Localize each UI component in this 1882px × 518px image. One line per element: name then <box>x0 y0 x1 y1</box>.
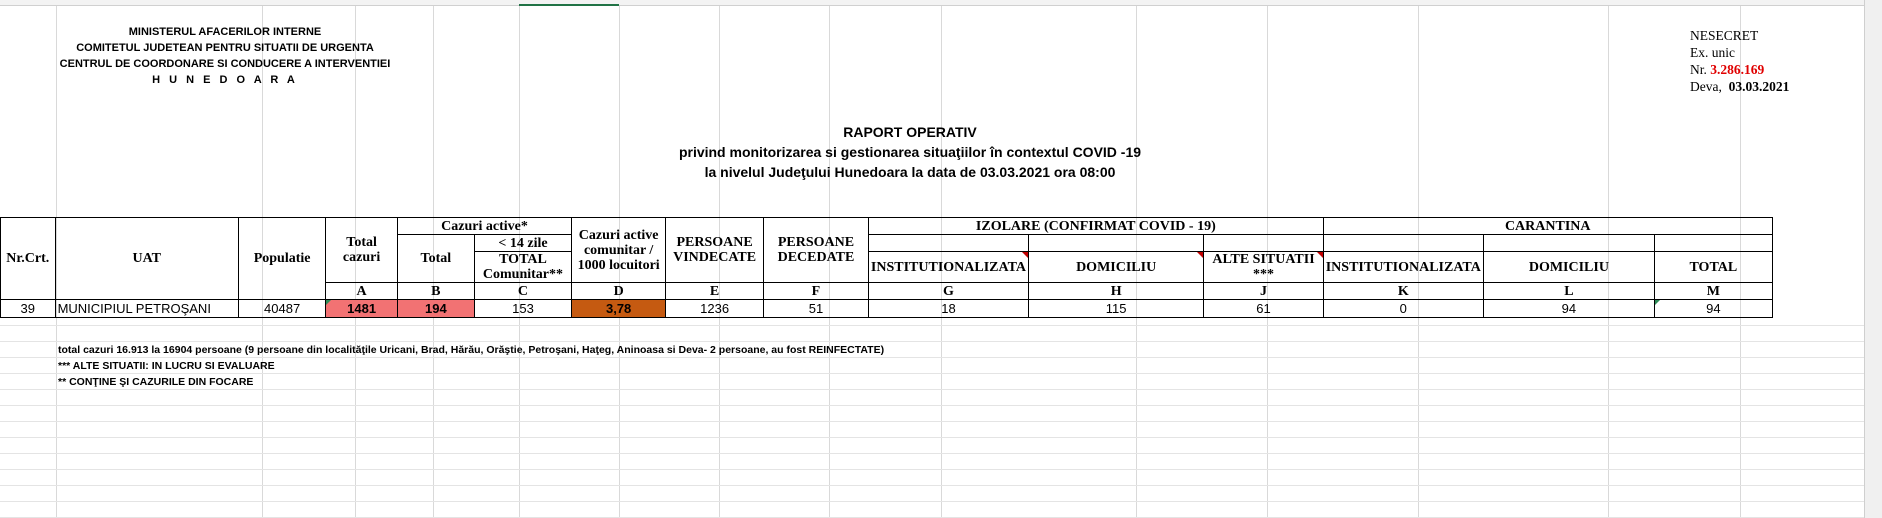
header-izolare: IZOLARE (CONFIRMAT COVID - 19) <box>868 218 1323 235</box>
cell-populatie[interactable]: 40487 <box>238 300 325 318</box>
table-row[interactable] <box>1 300 1882 318</box>
cell-car-dom[interactable]: 94 <box>1483 300 1654 318</box>
cell-per-1000[interactable]: 3,78 <box>572 300 666 318</box>
registration-number: Nr. 3.286.169 <box>1690 62 1765 77</box>
note-other-situations: *** ALTE SITUATII: IN LUCRU SI EVALUARE <box>58 360 275 372</box>
header-total-cazuri: Total cazuri <box>326 218 398 283</box>
header-izolare-alte: ALTE SITUATII *** <box>1204 252 1323 283</box>
column-header-strip <box>0 0 1882 6</box>
header-populatie: Populatie <box>238 218 325 300</box>
cell-vindecate[interactable]: 1236 <box>666 300 764 318</box>
committee-name: COMITETUL JUDETEAN PENTRU SITUATII DE URGENTA <box>76 42 374 54</box>
letter-g: G <box>868 283 1028 300</box>
empty-cell <box>1772 235 1881 252</box>
letter-e: E <box>666 283 764 300</box>
header-decedate: PERSOANE DECEDATE <box>764 218 869 283</box>
registration-value: 3.286.169 <box>1710 62 1765 77</box>
cell-izolare-dom[interactable]: 115 <box>1029 300 1204 318</box>
county-name: H U N E D O A R A <box>152 74 298 86</box>
copy-label: Ex. unic <box>1690 45 1735 60</box>
letter-k: K <box>1323 283 1483 300</box>
letter-l: L <box>1483 283 1654 300</box>
header-nr-crt: Nr.Crt. <box>1 218 56 300</box>
izolare-spacer <box>868 235 1028 252</box>
header-cazuri-active: Cazuri active* <box>397 218 571 235</box>
report-title-line1: RAPORT OPERATIV <box>843 124 977 140</box>
header-izolare-dom: DOMICILIU <box>1029 252 1204 283</box>
cell-decedate[interactable]: 51 <box>764 300 869 318</box>
header-carantina: CARANTINA <box>1323 218 1772 235</box>
report-title-line2: privind monitorizarea si gestionarea situaţiilor în contextul COVID -19 <box>678 144 1142 160</box>
institution-header <box>40 24 410 88</box>
covid-report-table <box>0 217 1882 318</box>
header-cazuri-1000: Cazuri active comunitar / 1000 locuitori <box>572 218 666 283</box>
cell-total-comunitar[interactable]: 153 <box>474 300 571 318</box>
letter-b: B <box>397 283 474 300</box>
header-car-total: TOTAL <box>1654 252 1772 283</box>
carantina-spacer <box>1323 235 1483 252</box>
letter-c: C <box>474 283 571 300</box>
cell-izolare-inst[interactable]: 18 <box>868 300 1028 318</box>
empty-cell <box>1772 283 1881 300</box>
izolare-spacer <box>1204 235 1323 252</box>
document-classification <box>1690 27 1789 95</box>
letter-j: J <box>1204 283 1323 300</box>
header-car-inst: INSTITUTIONALIZATA <box>1323 252 1483 283</box>
note-outbreaks: ** CONŢINE ŞI CAZURILE DIN FOCARE <box>58 376 254 388</box>
header-lt14: < 14 zile <box>474 235 571 252</box>
report-title <box>590 122 1230 182</box>
letter-f: F <box>764 283 869 300</box>
classification-label: NESECRET <box>1690 28 1759 43</box>
note-total-cases: total cazuri 16.913 la 16904 persoane (9 persoane din localităţile Uricani, Brad, Hărău, Orăştie, Petroşani, Haţeg, Aninoasa si Deva- 2 persoane, au fost REINFECTATE) <box>58 344 885 356</box>
letter-a: A <box>326 283 398 300</box>
empty-cell <box>1772 252 1881 283</box>
cell-car-total[interactable]: 94 <box>1654 300 1772 318</box>
header-uat: UAT <box>55 218 238 300</box>
carantina-spacer <box>1483 235 1654 252</box>
cell-nr[interactable]: 39 <box>1 300 56 318</box>
center-name: CENTRUL DE COORDONARE SI CONDUCERE A INTERVENTIEI <box>59 58 391 70</box>
empty-cell <box>1772 300 1881 318</box>
cell-total-cazuri[interactable]: 1481 <box>326 300 398 318</box>
header-car-dom: DOMICILIU <box>1483 252 1654 283</box>
ministry-name: MINISTERUL AFACERILOR INTERNE <box>128 26 322 38</box>
footnotes <box>58 342 884 390</box>
header-total-comunitar: TOTAL Comunitar** <box>474 252 571 283</box>
header-total-active: Total <box>397 235 474 283</box>
empty-cell <box>1772 218 1881 235</box>
letter-d: D <box>572 283 666 300</box>
header-izolare-inst: INSTITUTIONALIZATA <box>868 252 1028 283</box>
document-date: Deva, 03.03.2021 <box>1690 79 1790 94</box>
carantina-spacer <box>1654 235 1772 252</box>
report-title-line3: la nivelul Judeţului Hunedoara la data de 03.03.2021 ora 08:00 <box>704 164 1116 180</box>
cell-car-inst[interactable]: 0 <box>1323 300 1483 318</box>
cell-uat[interactable]: MUNICIPIUL PETROŞANI <box>55 300 238 318</box>
izolare-spacer <box>1029 235 1204 252</box>
header-vindecate: PERSOANE VINDECATE <box>666 218 764 283</box>
cell-total-active[interactable]: 194 <box>397 300 474 318</box>
letter-m: M <box>1654 283 1772 300</box>
letter-h: H <box>1029 283 1204 300</box>
cell-izolare-alte[interactable]: 61 <box>1204 300 1323 318</box>
